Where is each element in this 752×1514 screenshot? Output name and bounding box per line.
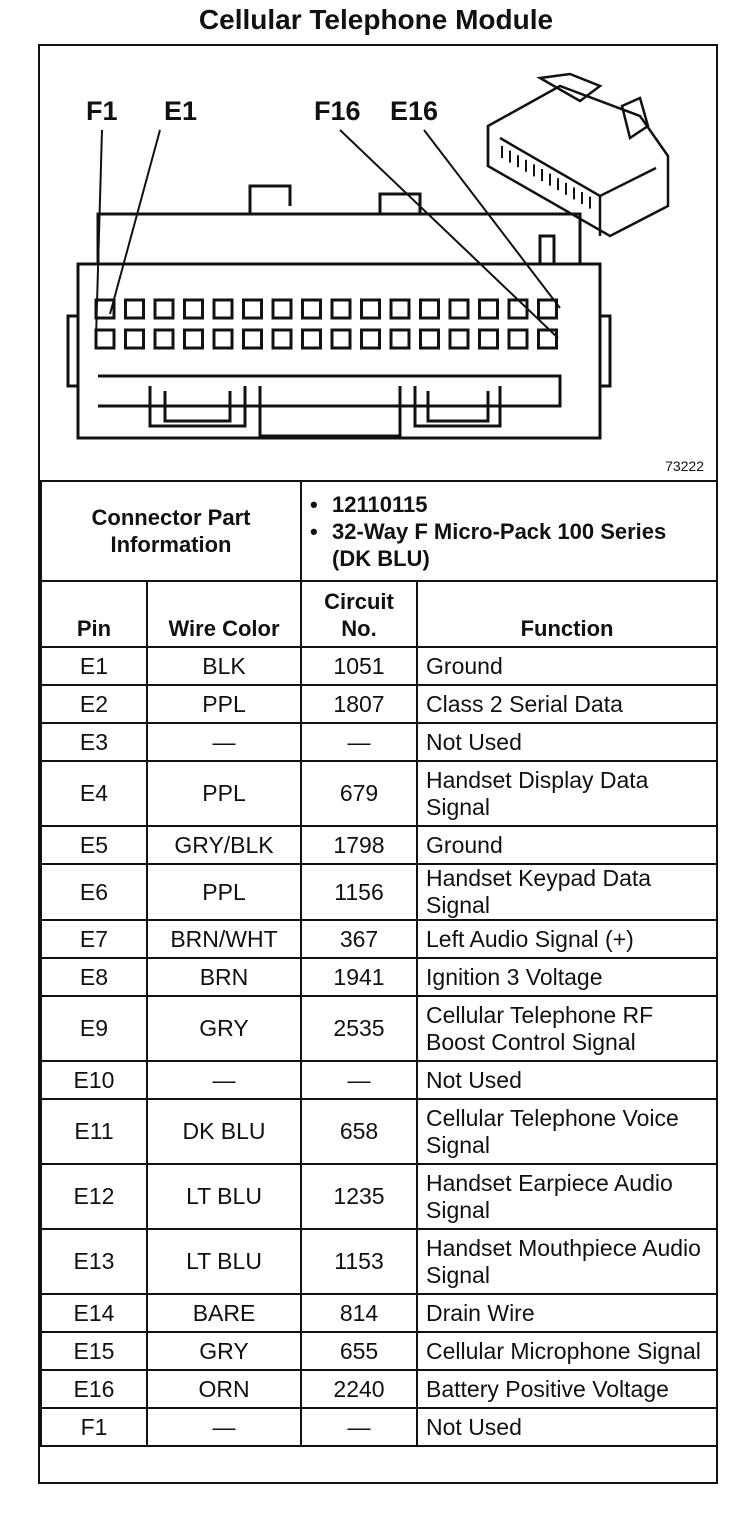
cell-function: Battery Positive Voltage bbox=[417, 1370, 717, 1408]
cell-wire-color: GRY/BLK bbox=[147, 826, 301, 864]
pin-cavity bbox=[214, 300, 232, 318]
table-row bbox=[41, 1370, 717, 1408]
pin-cavity bbox=[480, 330, 498, 348]
table-row bbox=[41, 685, 717, 723]
table-row bbox=[41, 1164, 717, 1229]
cell-wire-color: BRN bbox=[147, 958, 301, 996]
connector-info-row bbox=[41, 481, 717, 581]
cell-wire-color: LT BLU bbox=[147, 1229, 301, 1294]
cell-function: Drain Wire bbox=[417, 1294, 717, 1332]
table-row bbox=[41, 864, 717, 920]
cell-wire-color: GRY bbox=[147, 1332, 301, 1370]
cell-circuit: 814 bbox=[301, 1294, 417, 1332]
label-f1: F1 bbox=[86, 96, 118, 126]
table-row bbox=[41, 1408, 717, 1446]
cell-circuit: 1798 bbox=[301, 826, 417, 864]
cell-wire-color: ORN bbox=[147, 1370, 301, 1408]
cell-pin: E5 bbox=[41, 826, 147, 864]
cell-circuit: 655 bbox=[301, 1332, 417, 1370]
table-row bbox=[41, 1099, 717, 1164]
table-row bbox=[41, 1061, 717, 1099]
pin-cavity bbox=[155, 330, 173, 348]
pin-cavity bbox=[332, 330, 350, 348]
cell-function: Ground bbox=[417, 647, 717, 685]
cell-wire-color: PPL bbox=[147, 761, 301, 826]
cell-pin: F1 bbox=[41, 1408, 147, 1446]
pin-cavity bbox=[185, 300, 203, 318]
table-row bbox=[41, 647, 717, 685]
cell-pin: E10 bbox=[41, 1061, 147, 1099]
table-row bbox=[41, 1332, 717, 1370]
cell-wire-color: — bbox=[147, 723, 301, 761]
cell-function: Left Audio Signal (+) bbox=[417, 920, 717, 958]
cell-pin: E1 bbox=[41, 647, 147, 685]
cell-pin: E9 bbox=[41, 996, 147, 1061]
cell-pin: E7 bbox=[41, 920, 147, 958]
pin-cavity bbox=[303, 300, 321, 318]
connector-info-header: Connector Part Information bbox=[41, 481, 301, 581]
cell-wire-color: BARE bbox=[147, 1294, 301, 1332]
pin-cavity bbox=[273, 330, 291, 348]
cell-pin: E8 bbox=[41, 958, 147, 996]
cell-circuit: — bbox=[301, 723, 417, 761]
table-row bbox=[41, 761, 717, 826]
cell-pin: E6 bbox=[41, 864, 147, 920]
cell-circuit: — bbox=[301, 1061, 417, 1099]
page-title: Cellular Telephone Module bbox=[198, 4, 554, 35]
cell-function: Ignition 3 Voltage bbox=[417, 958, 717, 996]
pin-cavity bbox=[155, 300, 173, 318]
cell-pin: E11 bbox=[41, 1099, 147, 1164]
cell-circuit: 1941 bbox=[301, 958, 417, 996]
pin-cavity bbox=[421, 300, 439, 318]
table-row bbox=[41, 826, 717, 864]
cell-function: Handset Keypad Data Signal bbox=[417, 864, 717, 920]
pin-cavity bbox=[273, 300, 291, 318]
cell-function: Cellular Microphone Signal bbox=[417, 1332, 717, 1370]
pinout-table bbox=[40, 480, 718, 1447]
cell-function: Handset Display Data Signal bbox=[417, 761, 717, 826]
cell-wire-color: DK BLU bbox=[147, 1099, 301, 1164]
cell-pin: E13 bbox=[41, 1229, 147, 1294]
cell-circuit: 1156 bbox=[301, 864, 417, 920]
cell-function: Class 2 Serial Data bbox=[417, 685, 717, 723]
connector-frame bbox=[38, 44, 718, 1484]
pin-cavity bbox=[244, 300, 262, 318]
connector-diagram bbox=[40, 46, 716, 482]
col-header-wire-color: Wire Color bbox=[147, 581, 301, 647]
pin-cavity bbox=[421, 330, 439, 348]
cell-wire-color: BLK bbox=[147, 647, 301, 685]
col-header-function: Function bbox=[417, 581, 717, 647]
cell-circuit: 679 bbox=[301, 761, 417, 826]
pin-cavity bbox=[332, 300, 350, 318]
figure-number: 73222 bbox=[665, 458, 704, 474]
cell-function: Cellular Telephone RF Boost Control Signal bbox=[417, 996, 717, 1061]
cell-circuit: — bbox=[301, 1408, 417, 1446]
cell-wire-color: PPL bbox=[147, 685, 301, 723]
cell-wire-color: — bbox=[147, 1408, 301, 1446]
pin-cavity bbox=[362, 330, 380, 348]
connector-part-number: • 12110115 bbox=[310, 491, 428, 517]
pin-cavity bbox=[539, 300, 557, 318]
pin-cavity bbox=[126, 300, 144, 318]
pin-cavity bbox=[509, 330, 527, 348]
table-row bbox=[41, 958, 717, 996]
cell-function: Not Used bbox=[417, 723, 717, 761]
cell-circuit: 1235 bbox=[301, 1164, 417, 1229]
cell-circuit: 2240 bbox=[301, 1370, 417, 1408]
pin-cavity bbox=[126, 330, 144, 348]
pin-cavity bbox=[185, 330, 203, 348]
pin-cavity bbox=[480, 300, 498, 318]
pin-cavity bbox=[450, 300, 468, 318]
cell-pin: E12 bbox=[41, 1164, 147, 1229]
table-header-row bbox=[41, 581, 717, 647]
col-header-circuit: Circuit No. bbox=[301, 581, 417, 647]
connector-type: • 32-Way F Micro-Pack 100 Series (DK BLU) bbox=[310, 518, 667, 571]
table-row bbox=[41, 723, 717, 761]
cell-wire-color: PPL bbox=[147, 864, 301, 920]
cell-wire-color: — bbox=[147, 1061, 301, 1099]
cell-wire-color: LT BLU bbox=[147, 1164, 301, 1229]
cell-pin: E4 bbox=[41, 761, 147, 826]
cell-pin: E15 bbox=[41, 1332, 147, 1370]
cell-pin: E3 bbox=[41, 723, 147, 761]
pin-cavity bbox=[244, 330, 262, 348]
cell-function: Cellular Telephone Voice Signal bbox=[417, 1099, 717, 1164]
pin-cavity bbox=[303, 330, 321, 348]
cell-circuit: 1153 bbox=[301, 1229, 417, 1294]
cell-function: Handset Earpiece Audio Signal bbox=[417, 1164, 717, 1229]
pin-cavity bbox=[391, 330, 409, 348]
cell-pin: E2 bbox=[41, 685, 147, 723]
cell-function: Not Used bbox=[417, 1408, 717, 1446]
connector-info-values bbox=[301, 481, 717, 581]
pin-cavity bbox=[450, 330, 468, 348]
label-e16: E16 bbox=[390, 96, 439, 126]
table-row bbox=[41, 1229, 717, 1294]
cell-wire-color: BRN/WHT bbox=[147, 920, 301, 958]
cell-circuit: 1807 bbox=[301, 685, 417, 723]
cell-function: Not Used bbox=[417, 1061, 717, 1099]
pin-cavity bbox=[362, 300, 380, 318]
cell-function: Ground bbox=[417, 826, 717, 864]
label-e1: E1 bbox=[164, 96, 198, 126]
cell-pin: E14 bbox=[41, 1294, 147, 1332]
col-header-pin: Pin bbox=[41, 581, 147, 647]
cell-circuit: 367 bbox=[301, 920, 417, 958]
table-row bbox=[41, 920, 717, 958]
pin-cavity bbox=[96, 330, 114, 348]
cell-circuit: 1051 bbox=[301, 647, 417, 685]
pin-cavity bbox=[509, 300, 527, 318]
connector-drawing bbox=[40, 46, 716, 480]
cell-wire-color: GRY bbox=[147, 996, 301, 1061]
cell-pin: E16 bbox=[41, 1370, 147, 1408]
table-row bbox=[41, 1294, 717, 1332]
label-f16: F16 bbox=[314, 96, 361, 126]
cell-function: Handset Mouthpiece Audio Signal bbox=[417, 1229, 717, 1294]
cell-circuit: 658 bbox=[301, 1099, 417, 1164]
pin-cavity bbox=[214, 330, 232, 348]
pin-cavity bbox=[391, 300, 409, 318]
cell-circuit: 2535 bbox=[301, 996, 417, 1061]
table-row bbox=[41, 996, 717, 1061]
